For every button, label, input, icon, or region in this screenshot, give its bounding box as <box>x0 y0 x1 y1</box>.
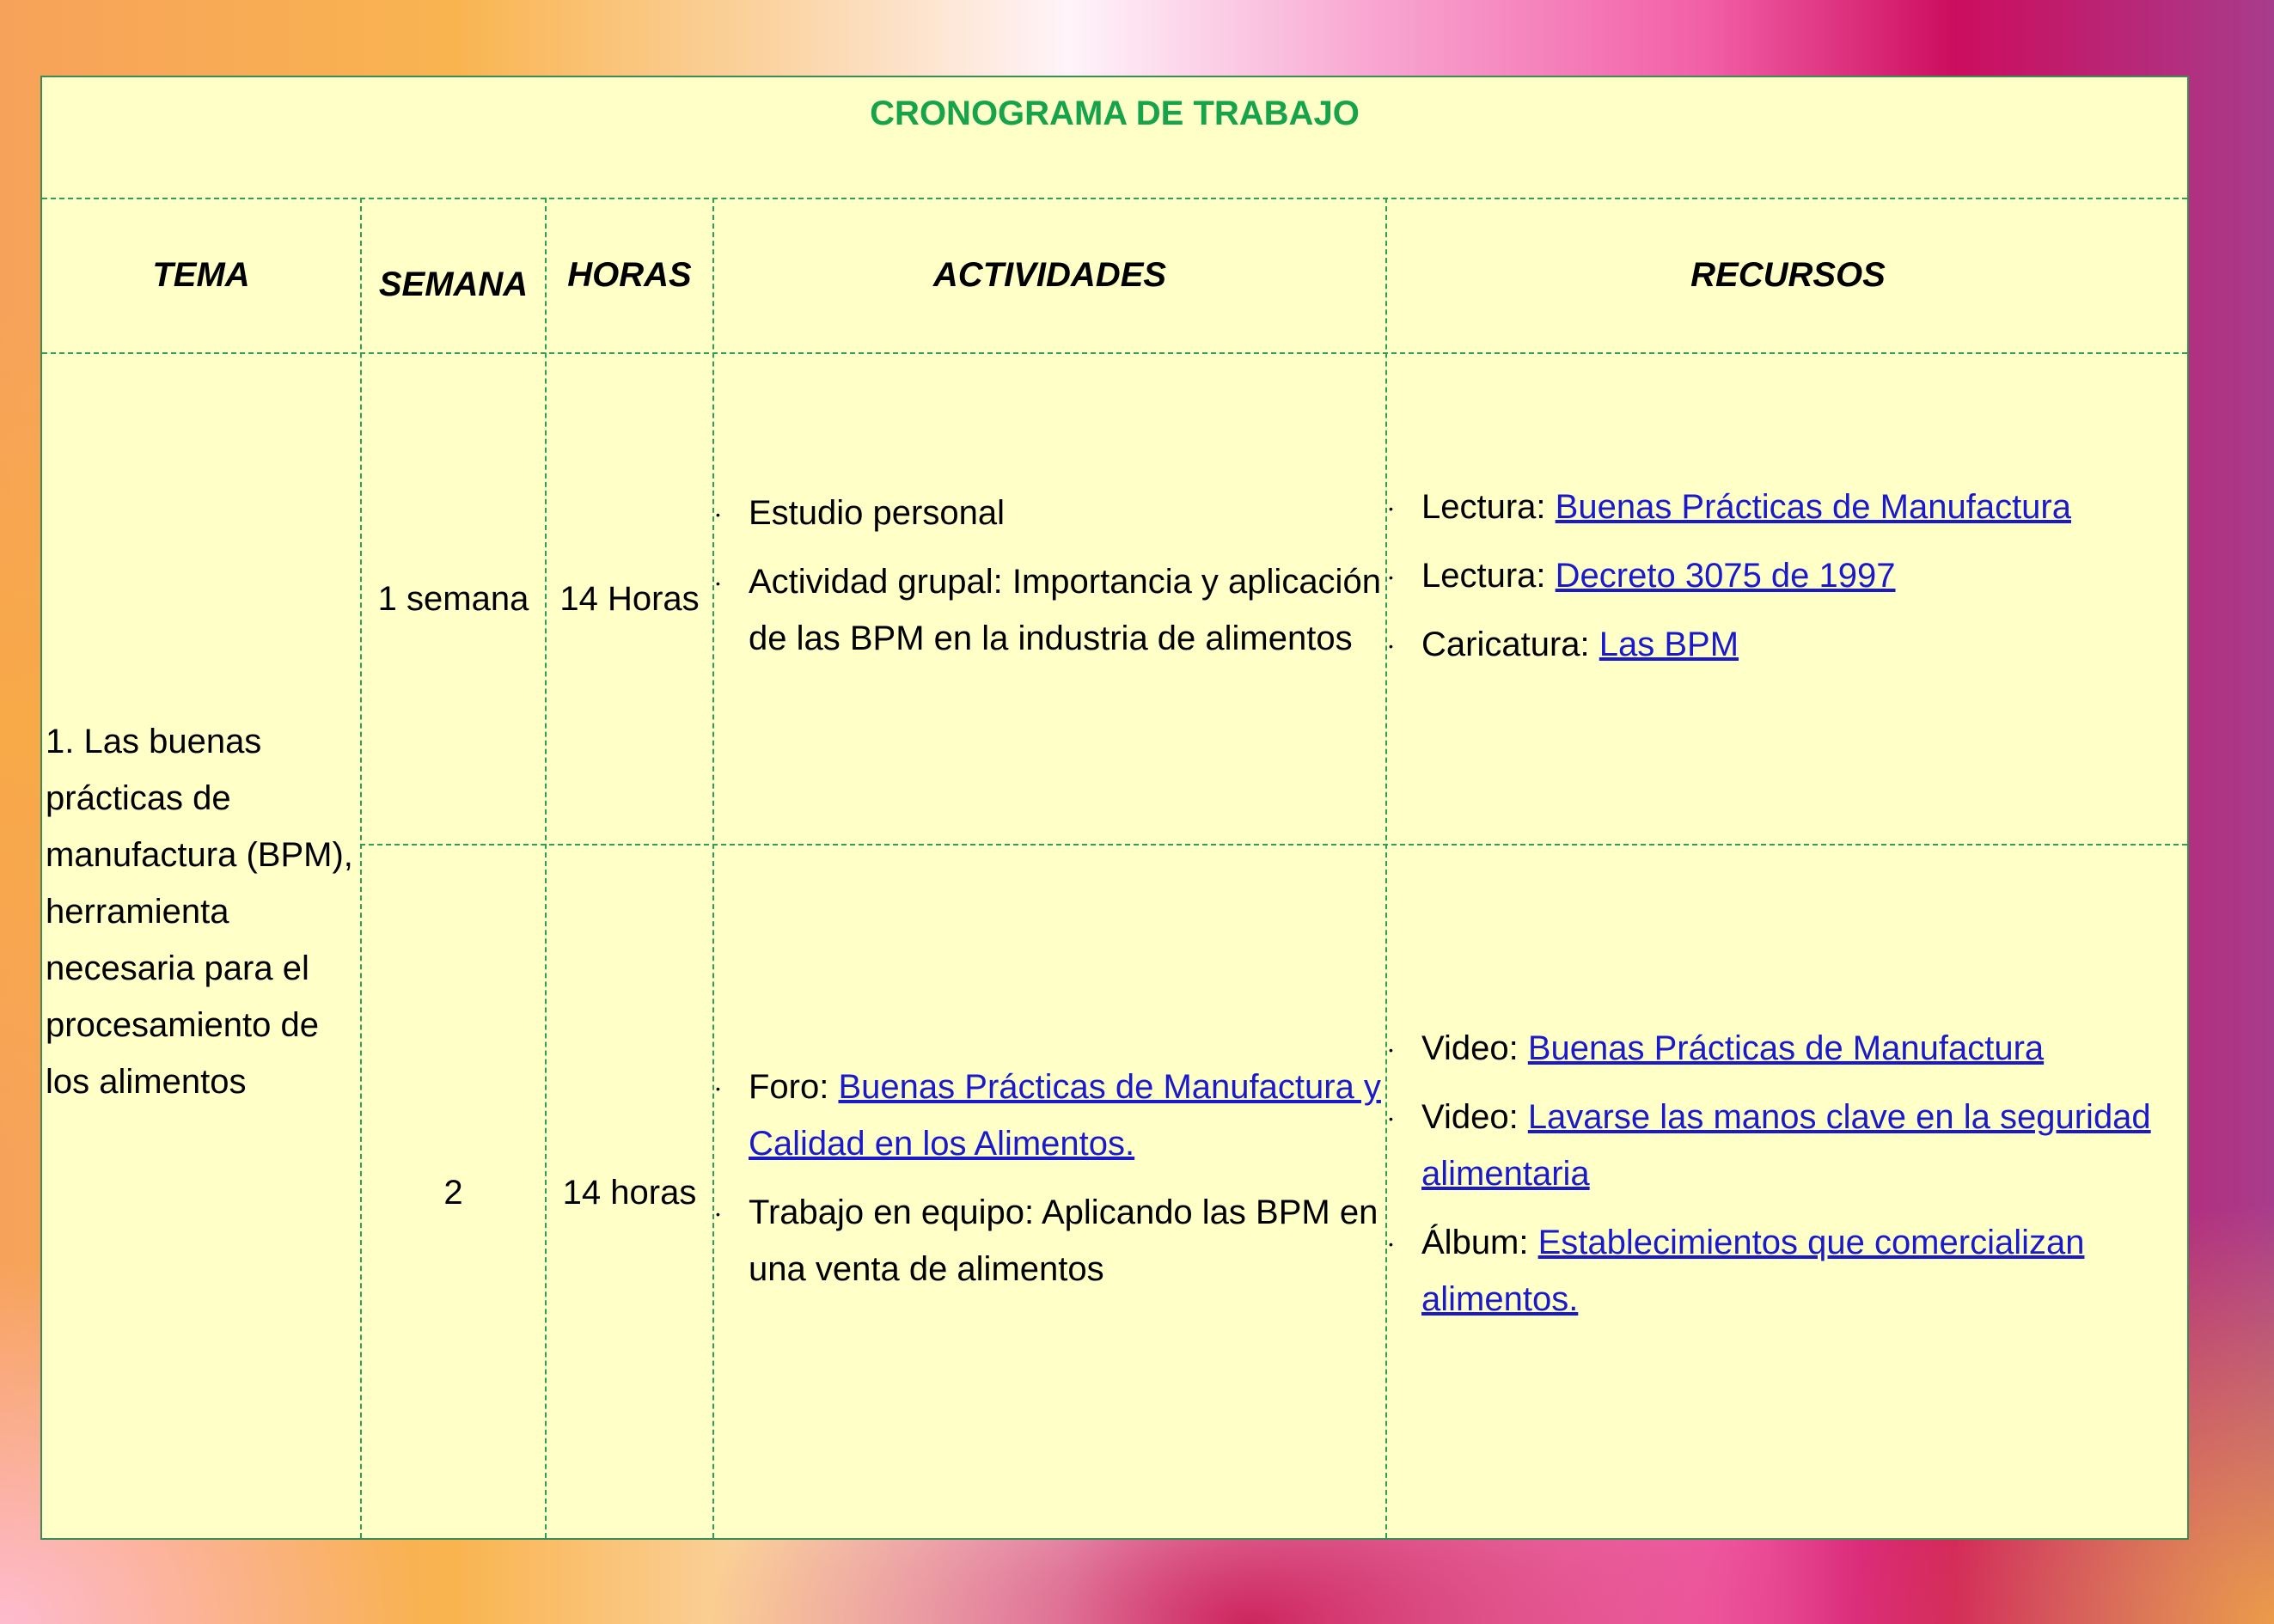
list-item <box>1387 479 2071 535</box>
row2-recursos <box>1387 846 2189 1540</box>
resource-link[interactable]: Las BPM <box>1599 626 1739 663</box>
list-item <box>714 1059 1385 1172</box>
row1-recursos <box>1387 354 2189 844</box>
header-recursos: RECURSOS <box>1690 255 1886 294</box>
list-item <box>1387 1214 2189 1328</box>
resource-link[interactable]: Buenas Prácticas de Manufactura <box>1527 1029 2045 1067</box>
row1-semana: 1 semana <box>377 580 529 618</box>
header-tema: TEMA <box>152 255 250 294</box>
activity-text: Actividad grupal: Importancia y aplicación de las BPM en la industria de alimentos <box>749 563 1381 657</box>
list-item <box>1387 616 2071 673</box>
activity-text: Trabajo en equipo: Aplicando las BPM en una venta de alimentos <box>749 1194 1378 1288</box>
tema-cell <box>46 352 355 1540</box>
resource-prefix: Álbum: <box>1421 1224 1538 1261</box>
resource-prefix: Video: <box>1421 1098 1528 1136</box>
row2-recursos-list <box>1387 1020 2189 1340</box>
tema-text: 1. Las buenas prácticas de manufactura (BPM), herramienta necesaria para el procesamiento de los alimentos <box>46 723 353 1101</box>
resource-prefix: Video: <box>1421 1029 1528 1067</box>
resource-link[interactable]: Buenas Prácticas de Manufactura <box>1555 488 2071 526</box>
row2-semana: 2 <box>443 1174 463 1212</box>
row2-horas: 14 horas <box>562 1174 697 1212</box>
resource-link[interactable]: Establecimientos que comercializan alimentos. <box>1421 1224 2085 1318</box>
header-horas: HORAS <box>567 255 692 294</box>
resource-prefix: Caricatura: <box>1421 626 1599 663</box>
list-item <box>714 553 1385 667</box>
row1-actividades <box>714 354 1385 844</box>
row1-actividades-list <box>714 485 1385 679</box>
list-item <box>1387 1020 2189 1077</box>
resource-prefix: Lectura: <box>1421 488 1556 526</box>
header-semana: SEMANA <box>378 265 529 303</box>
resource-prefix: Lectura: <box>1421 557 1556 595</box>
row2-actividades <box>714 846 1385 1540</box>
list-item <box>1387 547 2071 604</box>
list-item <box>714 1184 1385 1297</box>
activity-link[interactable]: Buenas Prácticas de Manufactura y Calidad en los Alimentos. <box>749 1068 1381 1163</box>
row1-horas: 14 Horas <box>559 580 700 618</box>
resource-link[interactable]: Decreto 3075 de 1997 <box>1555 557 1896 595</box>
header-actividades: ACTIVIDADES <box>932 255 1167 294</box>
activity-text: Estudio personal <box>749 494 1005 532</box>
row1-recursos-list <box>1387 479 2071 685</box>
schedule-panel <box>40 76 2189 1540</box>
page-title: CRONOGRAMA DE TRABAJO <box>870 95 1360 132</box>
list-item <box>1387 1089 2189 1202</box>
list-item <box>714 485 1385 541</box>
activity-prefix: Foro: <box>749 1068 839 1106</box>
row2-actividades-list <box>714 1059 1385 1310</box>
resource-link[interactable]: Lavarse las manos clave en la seguridad alimentaria <box>1421 1098 2151 1193</box>
